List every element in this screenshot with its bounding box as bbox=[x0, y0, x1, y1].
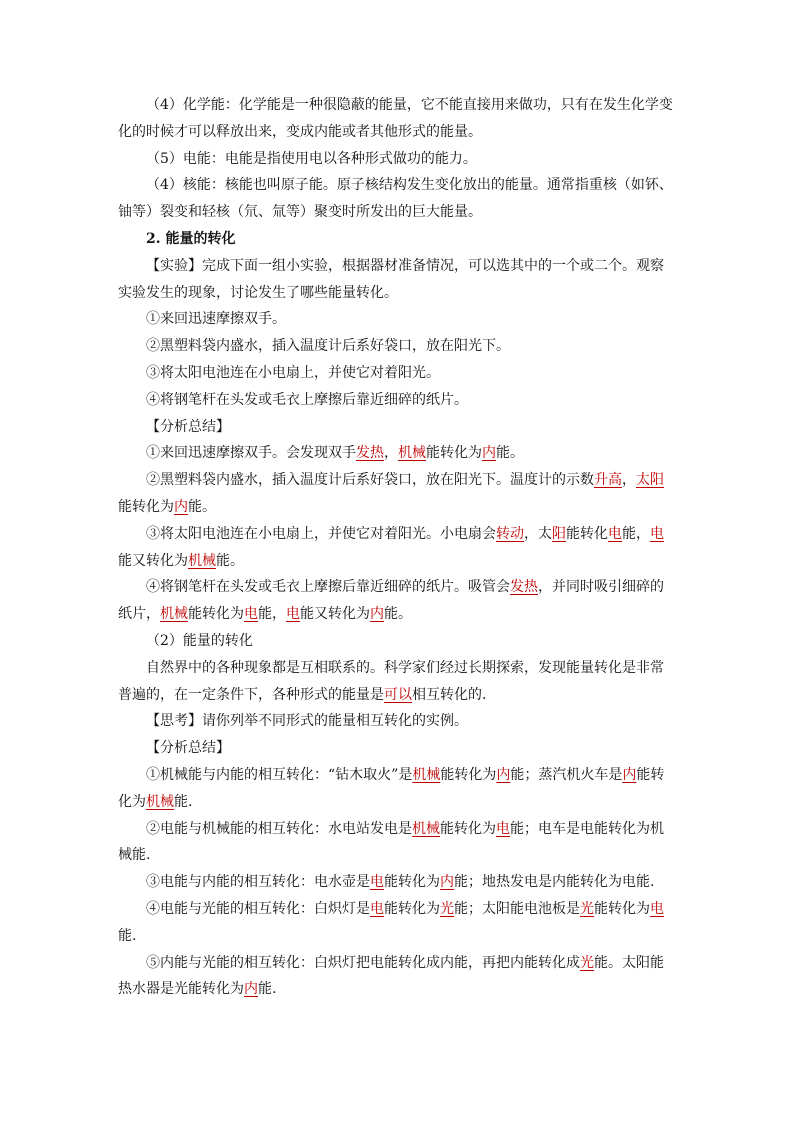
paragraph bbox=[118, 896, 674, 950]
answer-fill: 机械 bbox=[188, 552, 216, 569]
answer-fill: 发热 bbox=[510, 579, 538, 596]
paragraph bbox=[118, 655, 674, 709]
text-run: 能。 bbox=[216, 552, 244, 569]
paragraph bbox=[118, 816, 674, 870]
text-run: 能。 bbox=[188, 498, 216, 515]
text-run: ⑤内能与光能的相互转化：白炽灯把电能转化成内能，再把内能转化成 bbox=[146, 954, 580, 971]
answer-fill: 可以 bbox=[384, 686, 412, 703]
text-run: 能又转化为 bbox=[300, 606, 370, 623]
paragraph bbox=[118, 253, 674, 307]
text-run: 能转化为 bbox=[188, 606, 244, 623]
text-run: 相互转化的. bbox=[412, 686, 487, 703]
answer-fill: 升高 bbox=[594, 472, 622, 489]
answer-fill: 内 bbox=[496, 766, 511, 783]
answer-fill: 机械 bbox=[398, 445, 426, 462]
paragraph bbox=[118, 360, 674, 387]
answer-fill: 内 bbox=[370, 606, 384, 623]
paragraph bbox=[118, 950, 674, 1004]
text-run: ①来回迅速摩擦双手。会发现双手 bbox=[146, 445, 356, 462]
answer-fill: 太阳 bbox=[636, 472, 664, 489]
document-body bbox=[118, 92, 674, 1003]
text-run: 【实验】完成下面一组小实验，根据器材准备情况，可以选其中的一个或二个。观察实验发生的现象，讨论发生了哪些能量转化。 bbox=[118, 257, 664, 301]
text-run: 2. 能量的转化 bbox=[146, 230, 236, 247]
answer-fill: 机械 bbox=[412, 820, 440, 837]
paragraph bbox=[118, 333, 674, 360]
text-run: 能。 bbox=[384, 606, 412, 623]
text-run: （5）电能：电能是指使用电以各种形式做功的能力。 bbox=[146, 150, 477, 167]
text-run: 自然界中的各种现象都是互相联系的。科学家们经过长期探索，发现能量转化是非常普遍的，在一定条件下，各种形式的能量是 bbox=[118, 659, 664, 703]
text-run: 能， bbox=[622, 525, 650, 542]
text-run: 能转化为 bbox=[118, 498, 174, 515]
paragraph bbox=[118, 172, 674, 226]
paragraph bbox=[118, 414, 674, 441]
text-run: 能. bbox=[118, 927, 137, 944]
text-run: 能， bbox=[258, 606, 286, 623]
answer-fill: 电 bbox=[650, 525, 664, 542]
text-run: ②电能与机械能的相互转化：水电站发电是 bbox=[146, 820, 412, 837]
answer-fill: 电 bbox=[650, 900, 664, 917]
answer-fill: 光 bbox=[580, 900, 594, 917]
text-run: 能转化为 bbox=[426, 445, 482, 462]
answer-fill: 电 bbox=[496, 820, 510, 837]
text-run: 能. bbox=[174, 793, 193, 810]
answer-fill: 电 bbox=[244, 606, 258, 623]
text-run: （4）核能：核能也叫原子能。原子核结构发生变化放出的能量。通常指重核（如钚、铀等）裂变和轻核（氘、氚等）聚变时所发出的巨大能量。 bbox=[118, 177, 673, 221]
answer-fill: 电 bbox=[286, 606, 300, 623]
answer-fill: 阳 bbox=[552, 525, 566, 542]
text-run: 【分析总结】 bbox=[146, 740, 230, 757]
answer-fill: 内 bbox=[174, 498, 188, 515]
text-run: ③将太阳电池连在小电扇上，并使它对着阳光。小电扇会 bbox=[146, 525, 496, 542]
text-run: 能转化为 bbox=[440, 820, 496, 837]
text-run: 【分析总结】 bbox=[146, 418, 230, 435]
text-run: 能；电车是电能转化为机械能. bbox=[118, 820, 664, 864]
answer-fill: 内 bbox=[440, 874, 454, 891]
text-run: 能转化 bbox=[566, 525, 608, 542]
paragraph bbox=[118, 440, 674, 467]
paragraph bbox=[118, 628, 674, 655]
answer-fill: 机械 bbox=[412, 766, 441, 783]
paragraph bbox=[118, 146, 674, 173]
paragraph bbox=[118, 467, 674, 521]
answer-fill: 转动 bbox=[496, 525, 524, 542]
answer-fill: 机械 bbox=[146, 793, 174, 810]
text-run: 能转化为 bbox=[440, 766, 497, 783]
text-run: ④将钢笔杆在头发或毛衣上摩擦后靠近细碎的纸片。 bbox=[146, 391, 468, 408]
paragraph bbox=[118, 735, 674, 762]
text-run: 能转化为 bbox=[594, 900, 650, 917]
text-run: 能转化为 bbox=[384, 874, 440, 891]
text-run: ④电能与光能的相互转化：白炽灯是 bbox=[146, 900, 370, 917]
text-run: 能；地热发电是内能转化为电能. bbox=[454, 874, 655, 891]
paragraph bbox=[118, 306, 674, 333]
text-run: ③将太阳电池连在小电扇上，并使它对着阳光。 bbox=[146, 364, 440, 381]
text-run: ， bbox=[384, 445, 398, 462]
text-run: 能转化为 bbox=[118, 766, 665, 810]
paragraph bbox=[118, 521, 674, 575]
text-run: 能又转化为 bbox=[118, 552, 188, 569]
text-run: ③电能与内能的相互转化：电水壶是 bbox=[146, 874, 370, 891]
answer-fill: 电 bbox=[370, 900, 384, 917]
text-run: 【思考】请你列举不同形式的能量相互转化的实例。 bbox=[146, 713, 468, 730]
text-run: ②黑塑料袋内盛水，插入温度计后系好袋口，放在阳光下。温度计的示数 bbox=[146, 472, 594, 489]
answer-fill: 光 bbox=[580, 954, 594, 971]
text-run: （4）化学能：化学能是一种很隐蔽的能量，它不能直接用来做功，只有在发生化学变化的时候才可以释放出来，变成内能或者其他形式的能量。 bbox=[118, 97, 673, 140]
text-run: ②黑塑料袋内盛水，插入温度计后系好袋口，放在阳光下。 bbox=[146, 338, 510, 355]
answer-fill: 内 bbox=[244, 981, 258, 998]
paragraph bbox=[118, 708, 674, 735]
answer-fill: 电 bbox=[608, 525, 622, 542]
answer-fill: 电 bbox=[370, 874, 384, 891]
text-run: 能；蒸汽机火车是 bbox=[510, 766, 623, 783]
answer-fill: 机械 bbox=[160, 606, 188, 623]
text-run: 能. bbox=[258, 981, 277, 998]
answer-fill: 内 bbox=[482, 445, 496, 462]
text-run: ，太 bbox=[524, 525, 552, 542]
text-run: 能转化为 bbox=[384, 900, 440, 917]
text-run: 能；太阳能电池板是 bbox=[454, 900, 580, 917]
answer-fill: 发热 bbox=[356, 445, 384, 462]
text-run: ①来回迅速摩擦双手。 bbox=[146, 311, 286, 328]
section-heading bbox=[118, 226, 674, 253]
paragraph bbox=[118, 574, 674, 628]
text-run: ①机械能与内能的相互转化：“钻木取火”是 bbox=[146, 766, 413, 783]
paragraph bbox=[118, 92, 674, 146]
text-run: 能。太阳能热水器是光能转化为 bbox=[118, 954, 664, 998]
paragraph bbox=[118, 869, 674, 896]
paragraph bbox=[118, 762, 674, 816]
text-run: 能。 bbox=[496, 445, 524, 462]
answer-fill: 内 bbox=[622, 766, 637, 783]
answer-fill: 光 bbox=[440, 900, 454, 917]
text-run: ， bbox=[622, 472, 636, 489]
text-run: （2）能量的转化 bbox=[146, 632, 253, 649]
text-run: ，并同时吸引细碎的纸片， bbox=[118, 579, 664, 623]
text-run: ④将钢笔杆在头发或毛衣上摩擦后靠近细碎的纸片。吸管会 bbox=[146, 579, 510, 596]
paragraph bbox=[118, 387, 674, 414]
